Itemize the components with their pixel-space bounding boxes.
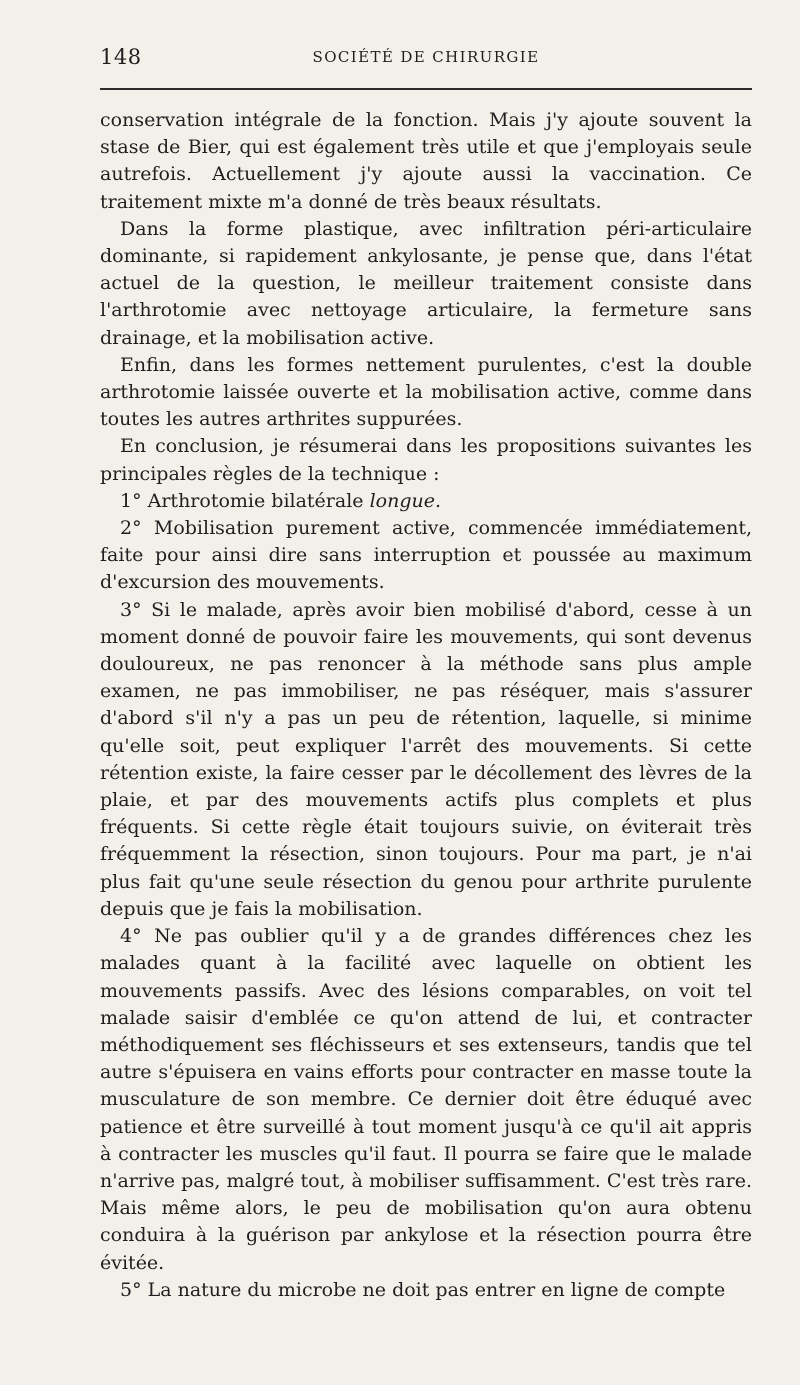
running-head: SOCIÉTÉ DE CHIRURGIE — [312, 48, 540, 66]
header-rule — [100, 88, 752, 90]
list-item-1 — [100, 488, 752, 515]
paragraph-3: Enfin, dans les formes nettement purulentes, c'est la double arthrotomie laissée ouverte et la mobilisation active, comme dans toutes les autres arthrites suppurées. — [100, 353, 752, 431]
list-item-4: 4° Ne pas oublier qu'il y a de grandes différences chez les malades quant à la facilité avec laquelle on obtient les mouvements passifs. Avec des lésions comparables, on voit tel malade saisir d'emblée ce qu'on attend de lui, et contracter méthodiquement ses fléchisseurs et ses extenseurs, tandis que tel autre s'épuisera en vains efforts pour contracter en masse toute la musculature de son membre. Ce dernier doit être éduqué avec patience et être surveillé à tout moment jusqu'à ce qu'il ait appris à contracter les muscles qu'il faut. Il pourra se faire que le malade n'arrive pas, malgré tout, à mobiliser suffisamment. C'est très rare. Mais même alors, le peu de mobilisation qu'on aura obtenu conduira à la guérison par ankylose et la résection pourra être évitée. — [100, 925, 752, 1274]
page-header — [100, 45, 752, 69]
page-number: 148 — [100, 45, 142, 69]
list-item-2: 2° Mobilisation purement active, commencée immédiatement, faite pour ainsi dire sans interruption et poussée au maximum d'excursion des mouvements. — [100, 517, 752, 594]
paragraph-4: En conclusion, je résumerai dans les propositions suivantes les principales règles de la technique : — [100, 435, 752, 485]
paragraph-1: conservation intégrale de la fonction. Mais j'y ajoute souvent la stase de Bier, qui est également très utile et que j'employais seule autrefois. Actuellement j'y ajoute aussi la vaccination. Ce traitement mixte m'a donné de très beaux résultats. — [100, 109, 752, 213]
list-item-5: 5° La nature du microbe ne doit pas entrer en ligne de compte — [120, 1278, 726, 1301]
paragraph-2: Dans la forme plastique, avec infiltration péri-articulaire dominante, si rapidement ankylosante, je pense que, dans l'état actuel de la question, le meilleur traitement consiste dans l'arthrotomie avec nettoyage articulaire, la fermeture sans drainage, et la mobilisation active. — [100, 217, 752, 349]
page-text — [100, 107, 752, 1304]
list-item-1-emphasis: longue. — [369, 489, 442, 512]
list-item-3: 3° Si le malade, après avoir bien mobilisé d'abord, cesse à un moment donné de pouvoir faire les mouvements, qui sont devenus douloureux, ne pas renoncer à la méthode sans plus ample examen, ne pas immobiliser, ne pas réséquer, mais s'assurer d'abord s'il n'y a pas un peu de rétention, laquelle, si minime qu'elle soit, peut expliquer l'arrêt des mouvements. Si cette rétention existe, la faire cesser par le décollement des lèvres de la plaie, et par des mouvements actifs plus complets et plus fréquents. Si cette règle était toujours suivie, on éviterait très fréquemment la résection, sinon toujours. Pour ma part, je n'ai plus fait qu'une seule résection du genou pour arthrite purulente depuis que je fais la mobilisation. — [100, 598, 752, 920]
list-item-1-text: 1° Arthrotomie bilatérale — [120, 489, 370, 512]
